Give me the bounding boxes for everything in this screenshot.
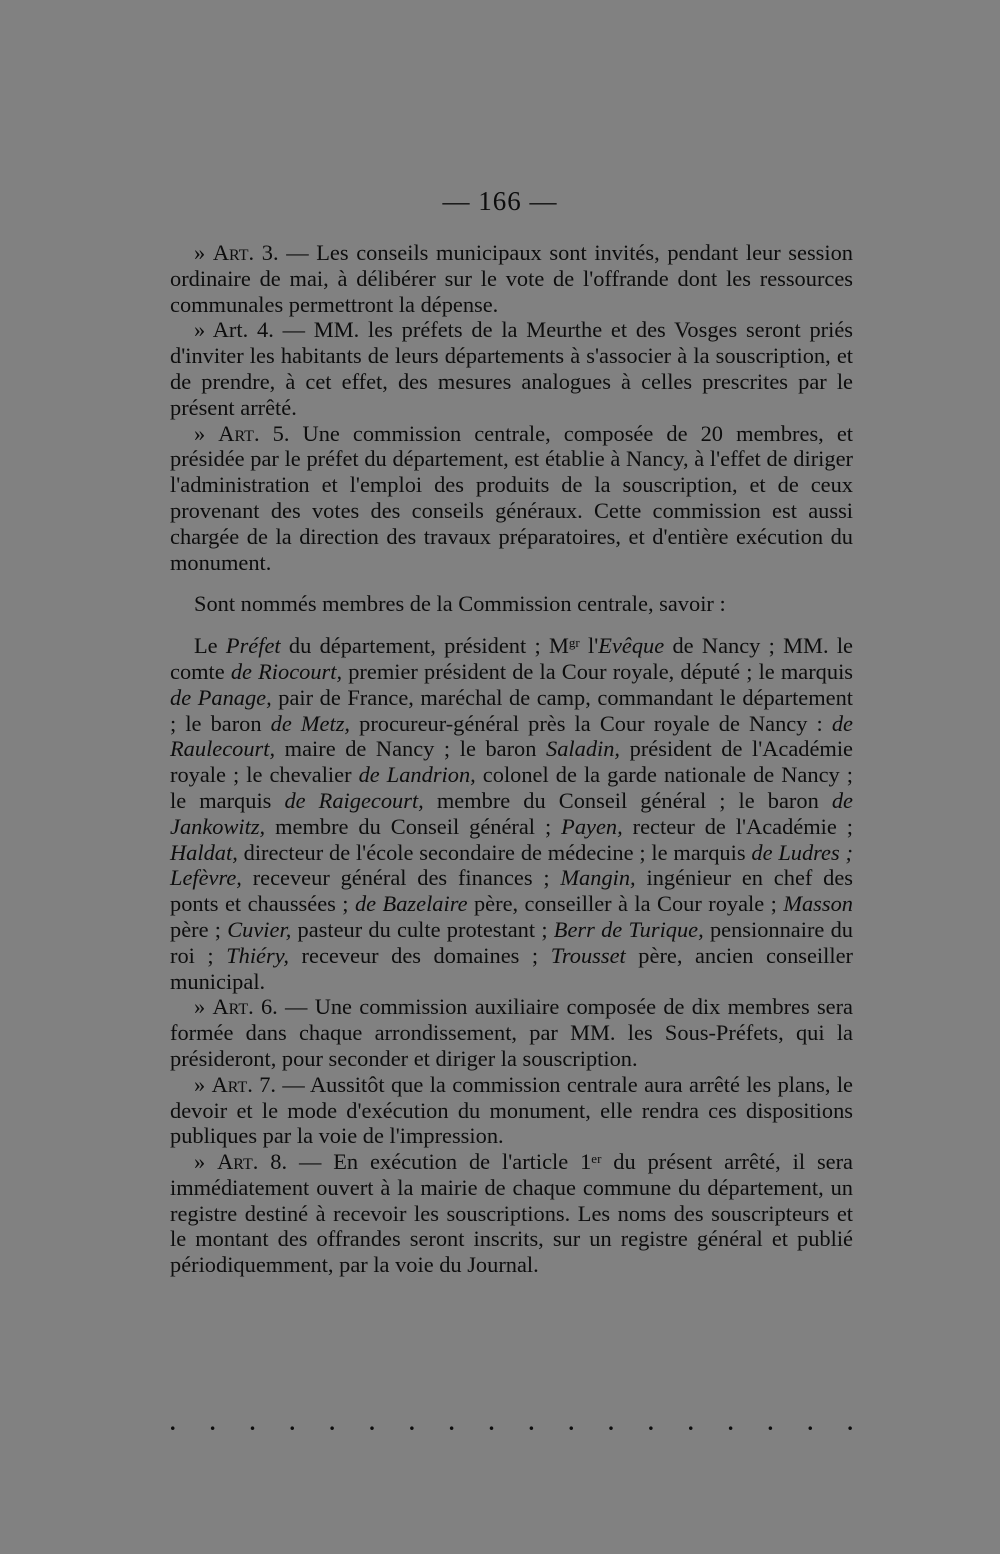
member-name: de Jankowitz,	[170, 787, 853, 839]
article-8: » Art. 8. — En exécution de l'article 1er du présent arrêté, il sera immédiatement ouvert à la mairie de chaque commune du département, un registre destiné à recevoir les souscriptions. Les noms des souscripteurs et le montant des offrandes seront inscrits, sur un registre général et publié périodiquemment, par la voie du Journal.	[170, 1149, 853, 1278]
ellipsis-dot: .	[289, 1410, 296, 1435]
article-4: » Art. 4. — MM. les préfets de la Meurthe et des Vosges seront priés d'inviter les habitants de leurs départements à s'associer à la souscription, et de prendre, à cet effet, des mesures analogues à celles prescrites par le présent arrêté.	[170, 317, 854, 420]
member-name: Préfet	[225, 633, 281, 659]
member-name: de Panage,	[170, 684, 272, 710]
body-text	[170, 240, 853, 1278]
article-text-continued: du présent arrêté, il sera immédiatement ouvert à la mairie de chaque commune du département, un registre destiné à recevoir les souscriptions. Les noms des souscripteurs et le montant des offrandes seront inscrits, sur un registre général et publié périodiquemment, par la voie du Journal.	[170, 1149, 853, 1278]
ellipsis-dot: .	[369, 1410, 375, 1435]
member-text: receveur général des finances ;	[241, 865, 561, 891]
member-name: de Metz,	[270, 710, 351, 736]
article-label: Art. 4.	[212, 317, 274, 343]
member-name: Trousset	[550, 942, 626, 968]
ellipsis-dot: .	[528, 1410, 535, 1435]
ellipsis-dot: .	[249, 1410, 256, 1435]
member-name: de Raulecourt,	[170, 710, 853, 762]
member-name: Mangin,	[560, 865, 636, 891]
member-name: de Ludres ; Lefèvre,	[170, 839, 853, 891]
member-text: père, ancien conseiller municipal.	[170, 942, 853, 994]
member-text: de Nancy ; MM. le comte	[170, 633, 853, 684]
ellipsis-dot: .	[568, 1410, 574, 1435]
member-text: procureur-général près la Cour royale de Nancy :	[350, 710, 832, 736]
member-text: pensionnaire du roi ;	[170, 916, 853, 968]
member-text: du département, président ; M	[280, 633, 569, 659]
member-text: maire de Nancy ; le baron	[275, 736, 547, 762]
article-7: » Art. 7. — Aussitôt que la commission centrale aura arrêté les plans, le devoir et le mode d'exécution du monument, elle rendra ces dispositions publiques par la voie de l'impression.	[170, 1071, 853, 1149]
article-label: Art. 5.	[218, 420, 290, 446]
member-name: Thiéry,	[226, 942, 290, 968]
member-text: pair de France, maréchal de camp, commandant le département ; le baron	[170, 684, 853, 736]
superscript: er	[591, 1151, 602, 1167]
ellipsis-dot: .	[608, 1410, 614, 1435]
article-text: — En exécution de l'article 1	[287, 1149, 592, 1175]
article-6: » Art. 6. — Une commission auxiliaire composée de dix membres sera formée dans chaque arrondissement, par MM. les Sous-Préfets, qui la présideront, pour seconder et diriger la souscription.	[170, 994, 853, 1071]
article-text: — Aussitôt que la commission centrale aura arrêté les plans, le devoir et le mode d'exécution du monument, elle rendra ces dispositions publiques par la voie de l'impression.	[170, 1071, 853, 1149]
article-label: Art. 8.	[217, 1149, 288, 1175]
superscript: gr	[568, 635, 580, 651]
member-name: Masson	[783, 891, 853, 917]
member-text: ingénieur en chef des ponts et chaussées ;	[170, 865, 853, 917]
ellipsis-dot: .	[687, 1410, 694, 1435]
ellipsis-dot: .	[329, 1410, 335, 1435]
article-label: Art. 3.	[212, 240, 279, 265]
article-label: Art. 6.	[212, 994, 278, 1020]
member-name: Payen,	[561, 813, 623, 839]
member-text: l'	[579, 633, 599, 659]
ellipsis-dot: .	[448, 1410, 455, 1435]
member-text: pasteur du culte protestant ;	[291, 916, 554, 942]
commission-members	[170, 633, 853, 994]
member-name: de Landrion,	[358, 762, 476, 788]
member-name: Haldat,	[170, 839, 238, 865]
member-text: père ;	[170, 916, 228, 942]
member-text: recteur de l'Académie ;	[622, 813, 853, 839]
member-text: membre du Conseil général ;	[265, 813, 562, 839]
member-name: Cuvier,	[227, 916, 292, 942]
member-text: premier président de la Cour royale, député ; le marquis	[342, 658, 854, 684]
ellipsis-dot: .	[409, 1410, 415, 1435]
commission-intro: Sont nommés membres de la Commission centrale, savoir :	[194, 591, 726, 617]
ellipsis-dot: .	[648, 1410, 654, 1435]
page-number-header: — 166 —	[442, 186, 558, 216]
ellipsis-dot: .	[807, 1410, 813, 1435]
member-text: colonel de la garde nationale de Nancy ; le marquis	[170, 762, 853, 813]
article-text: — MM. les préfets de la Meurthe et des Vosges seront priés d'inviter les habitants de leurs départements à s'associer à la souscription, et de prendre, à cet effet, des mesures analogues à celles prescrites par le présent arrêté.	[170, 317, 854, 420]
article-5: » Art. 5. Une commission centrale, composée de 20 membres, et présidée par le préfet du département, est établie à Nancy, à l'effet de diriger l'administration et l'emploi des produits de la souscription, et de ceux provenant des votes des conseils généraux. Cette commission est aussi chargée de la direction des travaux préparatoires, et d'entière exécution du monument.	[170, 420, 853, 575]
member-text: directeur de l'école secondaire de médecine ; le marquis	[237, 839, 752, 865]
member-name: Berr de Turique,	[553, 916, 704, 942]
ellipsis-dot: .	[767, 1410, 774, 1435]
ellipsis-dot: .	[488, 1410, 495, 1435]
ellipsis-dot: .	[847, 1410, 853, 1435]
member-name: de Riocourt,	[230, 658, 343, 684]
member-name: de Raigecourt,	[284, 787, 424, 813]
ellipsis-dot: .	[170, 1410, 176, 1435]
member-text: receveur des domaines ;	[289, 942, 551, 968]
ellipsis-dots-row	[170, 1410, 853, 1436]
ellipsis-dot: .	[209, 1410, 216, 1435]
member-name: Saladin,	[546, 736, 621, 762]
member-text: président de l'Académie royale ; le chevalier	[170, 736, 853, 788]
member-text: Le	[194, 633, 226, 659]
article-text: — Une commission auxiliaire composée de dix membres sera formée dans chaque arrondissement, par MM. les Sous-Préfets, qui la présideront, pour seconder et diriger la souscription.	[170, 994, 853, 1071]
member-name: de Bazelaire	[354, 891, 468, 917]
article-label: Art. 7.	[211, 1071, 277, 1097]
member-text: père, conseiller à la Cour royale ;	[467, 891, 784, 917]
ellipsis-dot: .	[727, 1410, 734, 1435]
member-text: membre du Conseil général ; le baron	[423, 787, 832, 813]
article-3: » Art. 3. — Les conseils municipaux sont invités, pendant leur session ordinaire de mai, à délibérer sur le vote de l'offrande dont les ressources communales permettront la dépense.	[170, 240, 853, 317]
member-name: Evêque	[598, 633, 665, 659]
article-text: Une commission centrale, composée de 20 membres, et présidée par le préfet du département, est établie à Nancy, à l'effet de diriger l'administration et l'emploi des produits de la souscription, et de ceux provenant des votes des conseils généraux. Cette commission est aussi chargée de la direction des travaux préparatoires, et d'entière exécution du monument.	[170, 420, 853, 575]
article-text: — Les conseils municipaux sont invités, pendant leur session ordinaire de mai, à délibérer sur le vote de l'offrande dont les ressources communales permettront la dépense.	[170, 240, 853, 317]
